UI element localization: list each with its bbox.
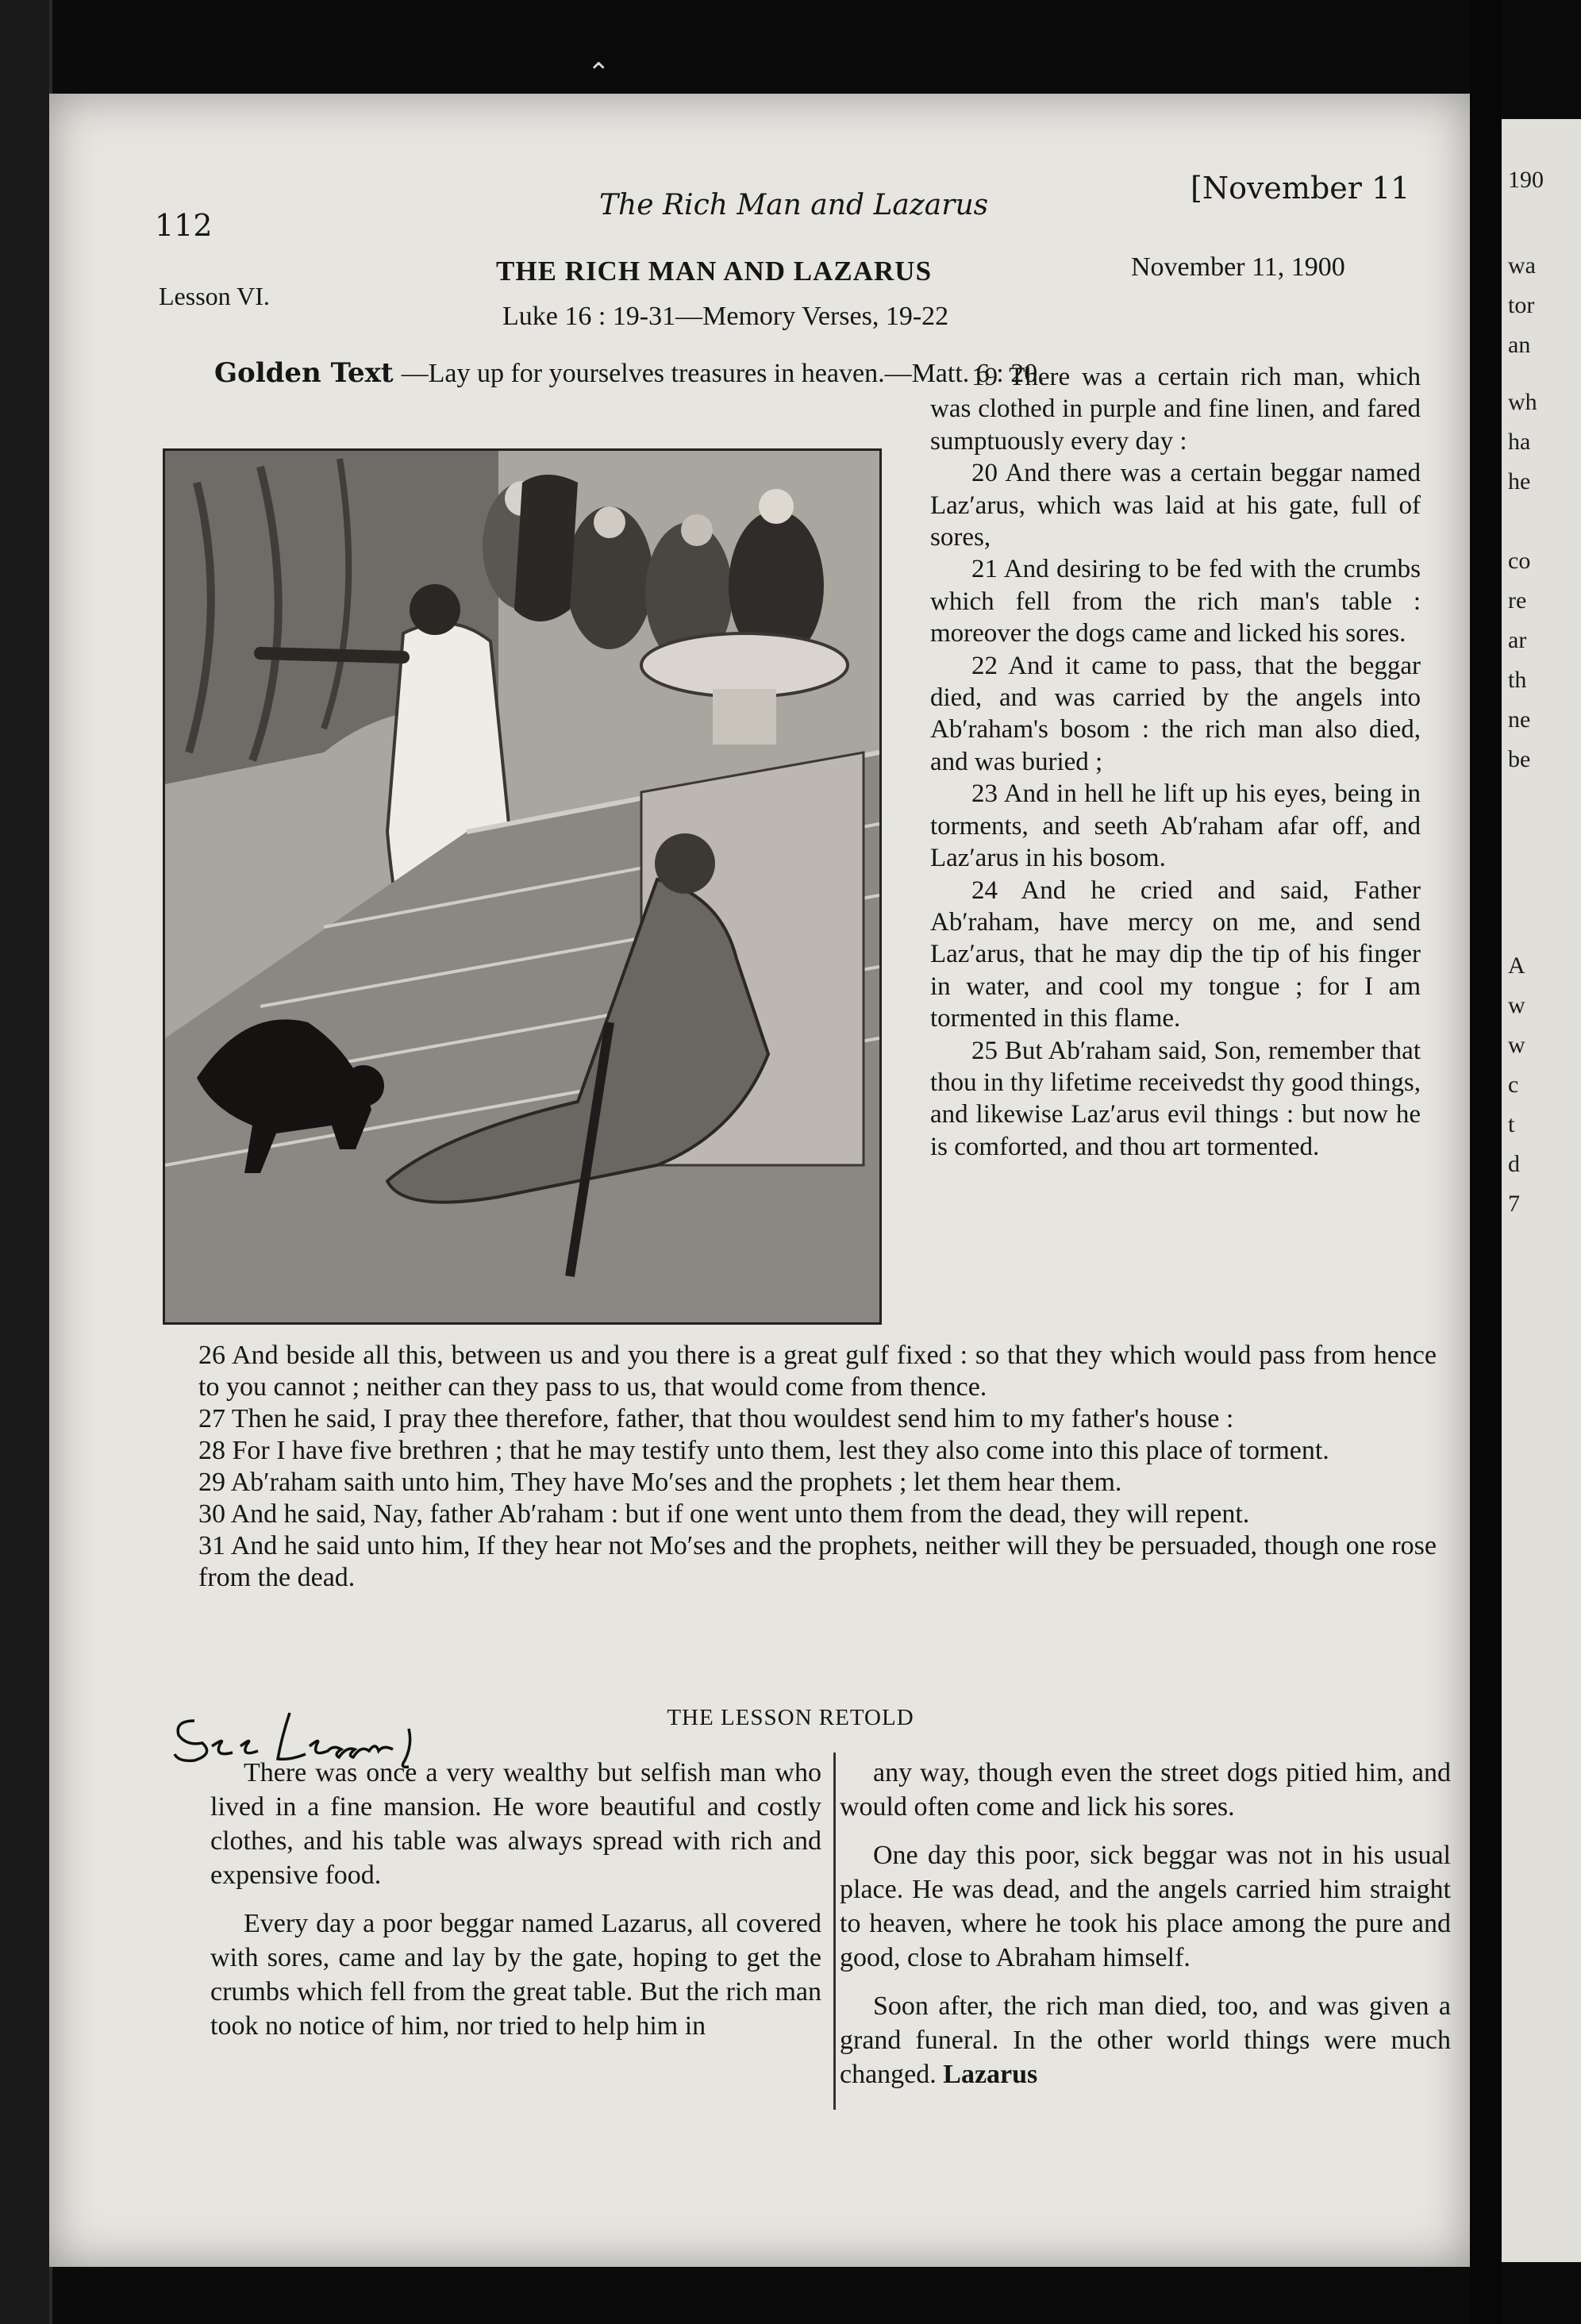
next-page-text-fragment: ha	[1508, 429, 1531, 455]
next-page-text-fragment: w	[1508, 992, 1525, 1018]
next-page-text-fragment: be	[1508, 746, 1531, 772]
next-page-text-fragment: tor	[1508, 292, 1535, 318]
retold-paragraph: There was once a very wealthy but selfish man who lived in a fine mansion. He wore beautiful and costly clothes, and his table was always spread with rich and expensive food.	[210, 1758, 821, 1890]
retold-right-column	[840, 1756, 1451, 2106]
verse: 31 And he said unto him, If they hear not Mo′ses and the prophets, neither will they be persuaded, though one rose from the dead.	[198, 1531, 1437, 1592]
next-page-text-fragment: co	[1508, 548, 1531, 574]
retold-paragraph	[840, 1989, 1451, 2091]
scripture-reference: Luke 16 : 19-31—Memory Verses, 19-22	[502, 302, 949, 331]
verse: 25 But Ab′raham said, Son, remember that thou in thy lifetime receivedst thy good things, and likewise Laz′arus evil things : but now he is comforted, and thou art tormented.	[930, 1036, 1421, 1161]
next-page-text-fragment: 190	[1508, 167, 1544, 193]
verse: 19 There was a certain rich man, which was clothed in purple and fine linen, and fared sumptuously every day :	[930, 363, 1421, 456]
lesson-retold-heading: THE LESSON RETOLD	[667, 1705, 914, 1730]
next-page-text-fragment: wh	[1508, 389, 1537, 415]
retold-paragraph: any way, though even the street dogs pitied him, and would often come and lick his sores.	[840, 1758, 1451, 1822]
next-page-text-fragment: ar	[1508, 627, 1527, 653]
next-page-text-fragment: c	[1508, 1072, 1519, 1098]
lesson-title: THE RICH MAN AND LAZARUS	[496, 256, 933, 287]
verse: 23 And in hell he lift up his eyes, being in torments, and seeth Ab′raham afar off, and Laz′arus in his bosom.	[930, 779, 1421, 873]
illustration-drawing	[165, 451, 879, 1322]
verse: 28 For I have five brethren ; that he may testify unto them, lest they also come into this place of torment.	[198, 1436, 1329, 1465]
verses-full-width	[198, 1340, 1437, 1594]
retold-last-paragraph-text: Soon after, the rich man died, too, and was given a grand funeral. In the other world things were much changed.	[840, 1991, 1451, 2089]
golden-text-label: Golden Text	[214, 357, 394, 389]
film-scratch-mark: ⌃	[587, 57, 610, 89]
retold-left-column	[210, 1756, 821, 2057]
verse: 20 And there was a certain beggar named Laz′arus, which was laid at his gate, full of sores,	[930, 459, 1421, 552]
next-page-text-fragment: he	[1508, 468, 1531, 494]
running-title: The Rich Man and Lazarus	[599, 189, 989, 221]
retold-paragraph: One day this poor, sick beggar was not in his usual place. He was dead, and the angels carried him straight to heaven, where he took his place among the pure and good, close to Abraham himself.	[840, 1841, 1451, 1972]
next-page-text-fragment: wa	[1508, 252, 1536, 279]
verse: 22 And it came to pass, that the beggar died, and was carried by the angels into Ab′raham's bosom : the rich man also died, and was buried ;	[930, 651, 1421, 776]
page-number: 112	[155, 208, 213, 243]
next-page-text-fragment: w	[1508, 1032, 1525, 1058]
retold-continued-word: Lazarus	[943, 2060, 1038, 2089]
next-page-edge	[1502, 119, 1581, 2262]
next-page-text-fragment: an	[1508, 332, 1531, 358]
lesson-number: Lesson VI.	[159, 282, 270, 310]
retold-paragraph: Every day a poor beggar named Lazarus, all covered with sores, came and lay by the gate, hoping to get the crumbs which fell from the great table. But the rich man took no notice of him, nor tried to help him in	[210, 1909, 821, 2041]
next-page-text-fragment: d	[1508, 1151, 1520, 1177]
verse: 24 And he cried and said, Father Ab′raham, have mercy on me, and send Laz′arus, that he may dip the tip of his finger in water, and cool my tongue ; for I am tormented in this flame.	[930, 875, 1421, 1033]
golden-text	[214, 357, 1044, 389]
next-page-text-fragment: 7	[1508, 1191, 1520, 1217]
next-page-text-fragment: A	[1508, 952, 1525, 979]
running-date: [November 11	[1191, 171, 1410, 206]
verse: 26 And beside all this, between us and you there is a great gulf fixed : so that they which would pass from hence to you cannot ; neither can they pass to us, that would come from thence.	[198, 1341, 1437, 1402]
page-gutter	[1470, 0, 1502, 2324]
next-page-text-fragment: ne	[1508, 706, 1531, 733]
next-page-text-fragment: t	[1508, 1111, 1515, 1137]
verse: 30 And he said, Nay, father Ab′raham : but if one went unto them from the dead, they will repent.	[198, 1499, 1250, 1529]
lesson-date: November 11, 1900	[1131, 252, 1345, 282]
illustration-rich-man-and-lazarus	[163, 448, 882, 1325]
verse: 27 Then he said, I pray thee therefore, father, that thou wouldest send him to my father's house :	[198, 1404, 1234, 1433]
verses-beside-illustration	[930, 361, 1421, 1163]
next-page-text-fragment: re	[1508, 587, 1527, 614]
next-page-text-fragment: th	[1508, 667, 1527, 693]
book-spine-edge	[0, 0, 52, 2324]
golden-text-body: —Lay up for yourselves treasures in heaven.—Matt. 6 : 20.	[401, 359, 1044, 388]
verse: 29 Ab′raham saith unto him, They have Mo′ses and the prophets ; let them hear them.	[198, 1468, 1122, 1497]
column-divider	[833, 1753, 836, 2110]
verse: 21 And desiring to be fed with the crumbs which fell from the rich man's table : moreover the dogs came and licked his sores.	[930, 555, 1421, 648]
